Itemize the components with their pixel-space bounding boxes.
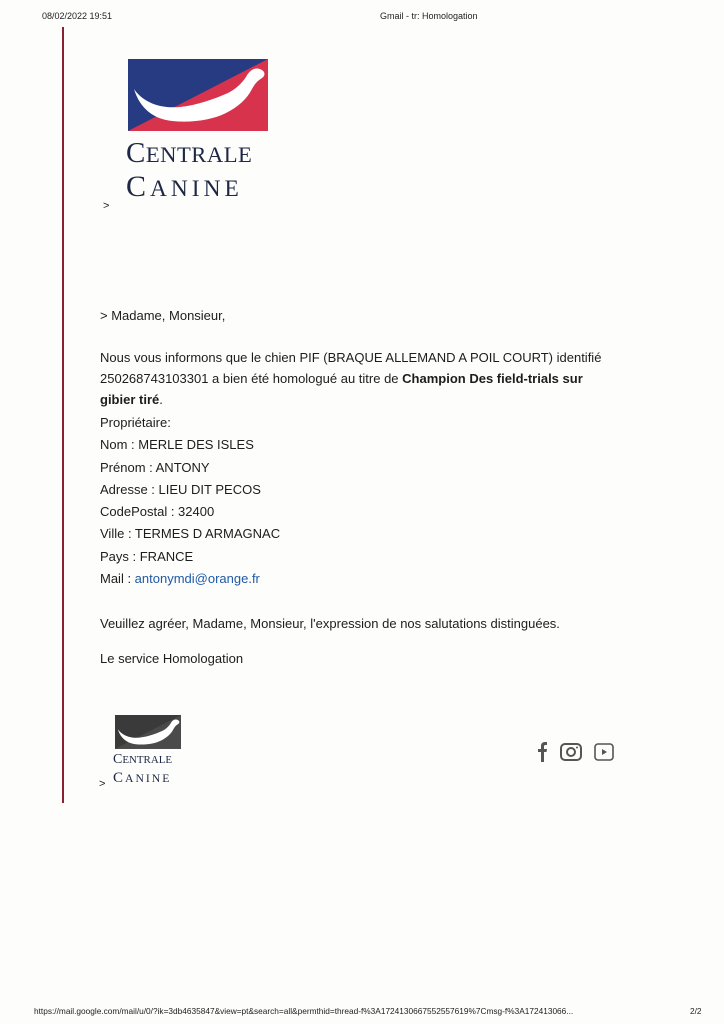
- social-icons: [536, 742, 614, 762]
- owner-address: Adresse : LIEU DIT PECOS: [100, 481, 261, 497]
- facebook-icon[interactable]: [536, 742, 548, 762]
- mail-label: Mail :: [100, 571, 135, 587]
- intro-end: .: [159, 392, 163, 407]
- owner-name: Nom : MERLE DES ISLES: [100, 437, 254, 453]
- owner-mail: [100, 568, 620, 590]
- quote-marker: >: [103, 200, 110, 212]
- owner-country: Pays : FRANCE: [100, 548, 194, 564]
- print-title: Gmail - tr: Homologation: [380, 11, 478, 21]
- youtube-icon[interactable]: [594, 742, 614, 762]
- title-highlight: Champion Des field-trials sur gibier tiré: [100, 371, 583, 407]
- mail-link[interactable]: antonymdi@orange.fr: [134, 571, 260, 587]
- signature: Le service Homologation: [100, 651, 244, 667]
- logo-text-line1: CENTRALE: [126, 137, 253, 169]
- owner-firstname: Prénom : ANTONY: [100, 459, 210, 475]
- intro-text: Nous vous informons que le chien PIF (BRAQUE ALLEMAND A POIL COURT) identifié 250268743103301 a bien été homologué au titre de: [100, 350, 602, 386]
- dog-logo-icon: [115, 715, 181, 749]
- intro-paragraph: [100, 347, 620, 410]
- centrale-canine-logo: [126, 59, 268, 203]
- email-body: [100, 308, 620, 666]
- logo-text-line2: CANINE: [113, 770, 172, 786]
- logo-text-line1: CENTRALE: [113, 752, 173, 767]
- print-url: https://mail.google.com/mail/u/0/?ik=3db4635847&view=pt&search=all&permthid=thread-f%3A1724130667552557619%7Cmsg-f%3A172413066...: [34, 1006, 574, 1016]
- logo-text-line2: CANINE: [126, 170, 243, 203]
- closing-text: Veuillez agréer, Madame, Monsieur, l'expression de nos salutations distinguées.: [100, 616, 560, 632]
- centrale-canine-logo-small: [113, 715, 181, 786]
- owner-city: Ville : TERMES D ARMAGNAC: [100, 526, 281, 542]
- quote-bar: [62, 27, 64, 803]
- page-number: 2/2: [690, 1006, 702, 1016]
- quote-marker: >: [99, 778, 106, 790]
- greeting: > Madame, Monsieur,: [100, 308, 226, 323]
- print-date: 08/02/2022 19:51: [42, 11, 113, 21]
- dog-logo-icon: [128, 59, 268, 131]
- instagram-icon[interactable]: [560, 743, 582, 761]
- owner-label: Propriétaire:: [100, 415, 171, 430]
- owner-postcode: CodePostal : 32400: [100, 504, 215, 520]
